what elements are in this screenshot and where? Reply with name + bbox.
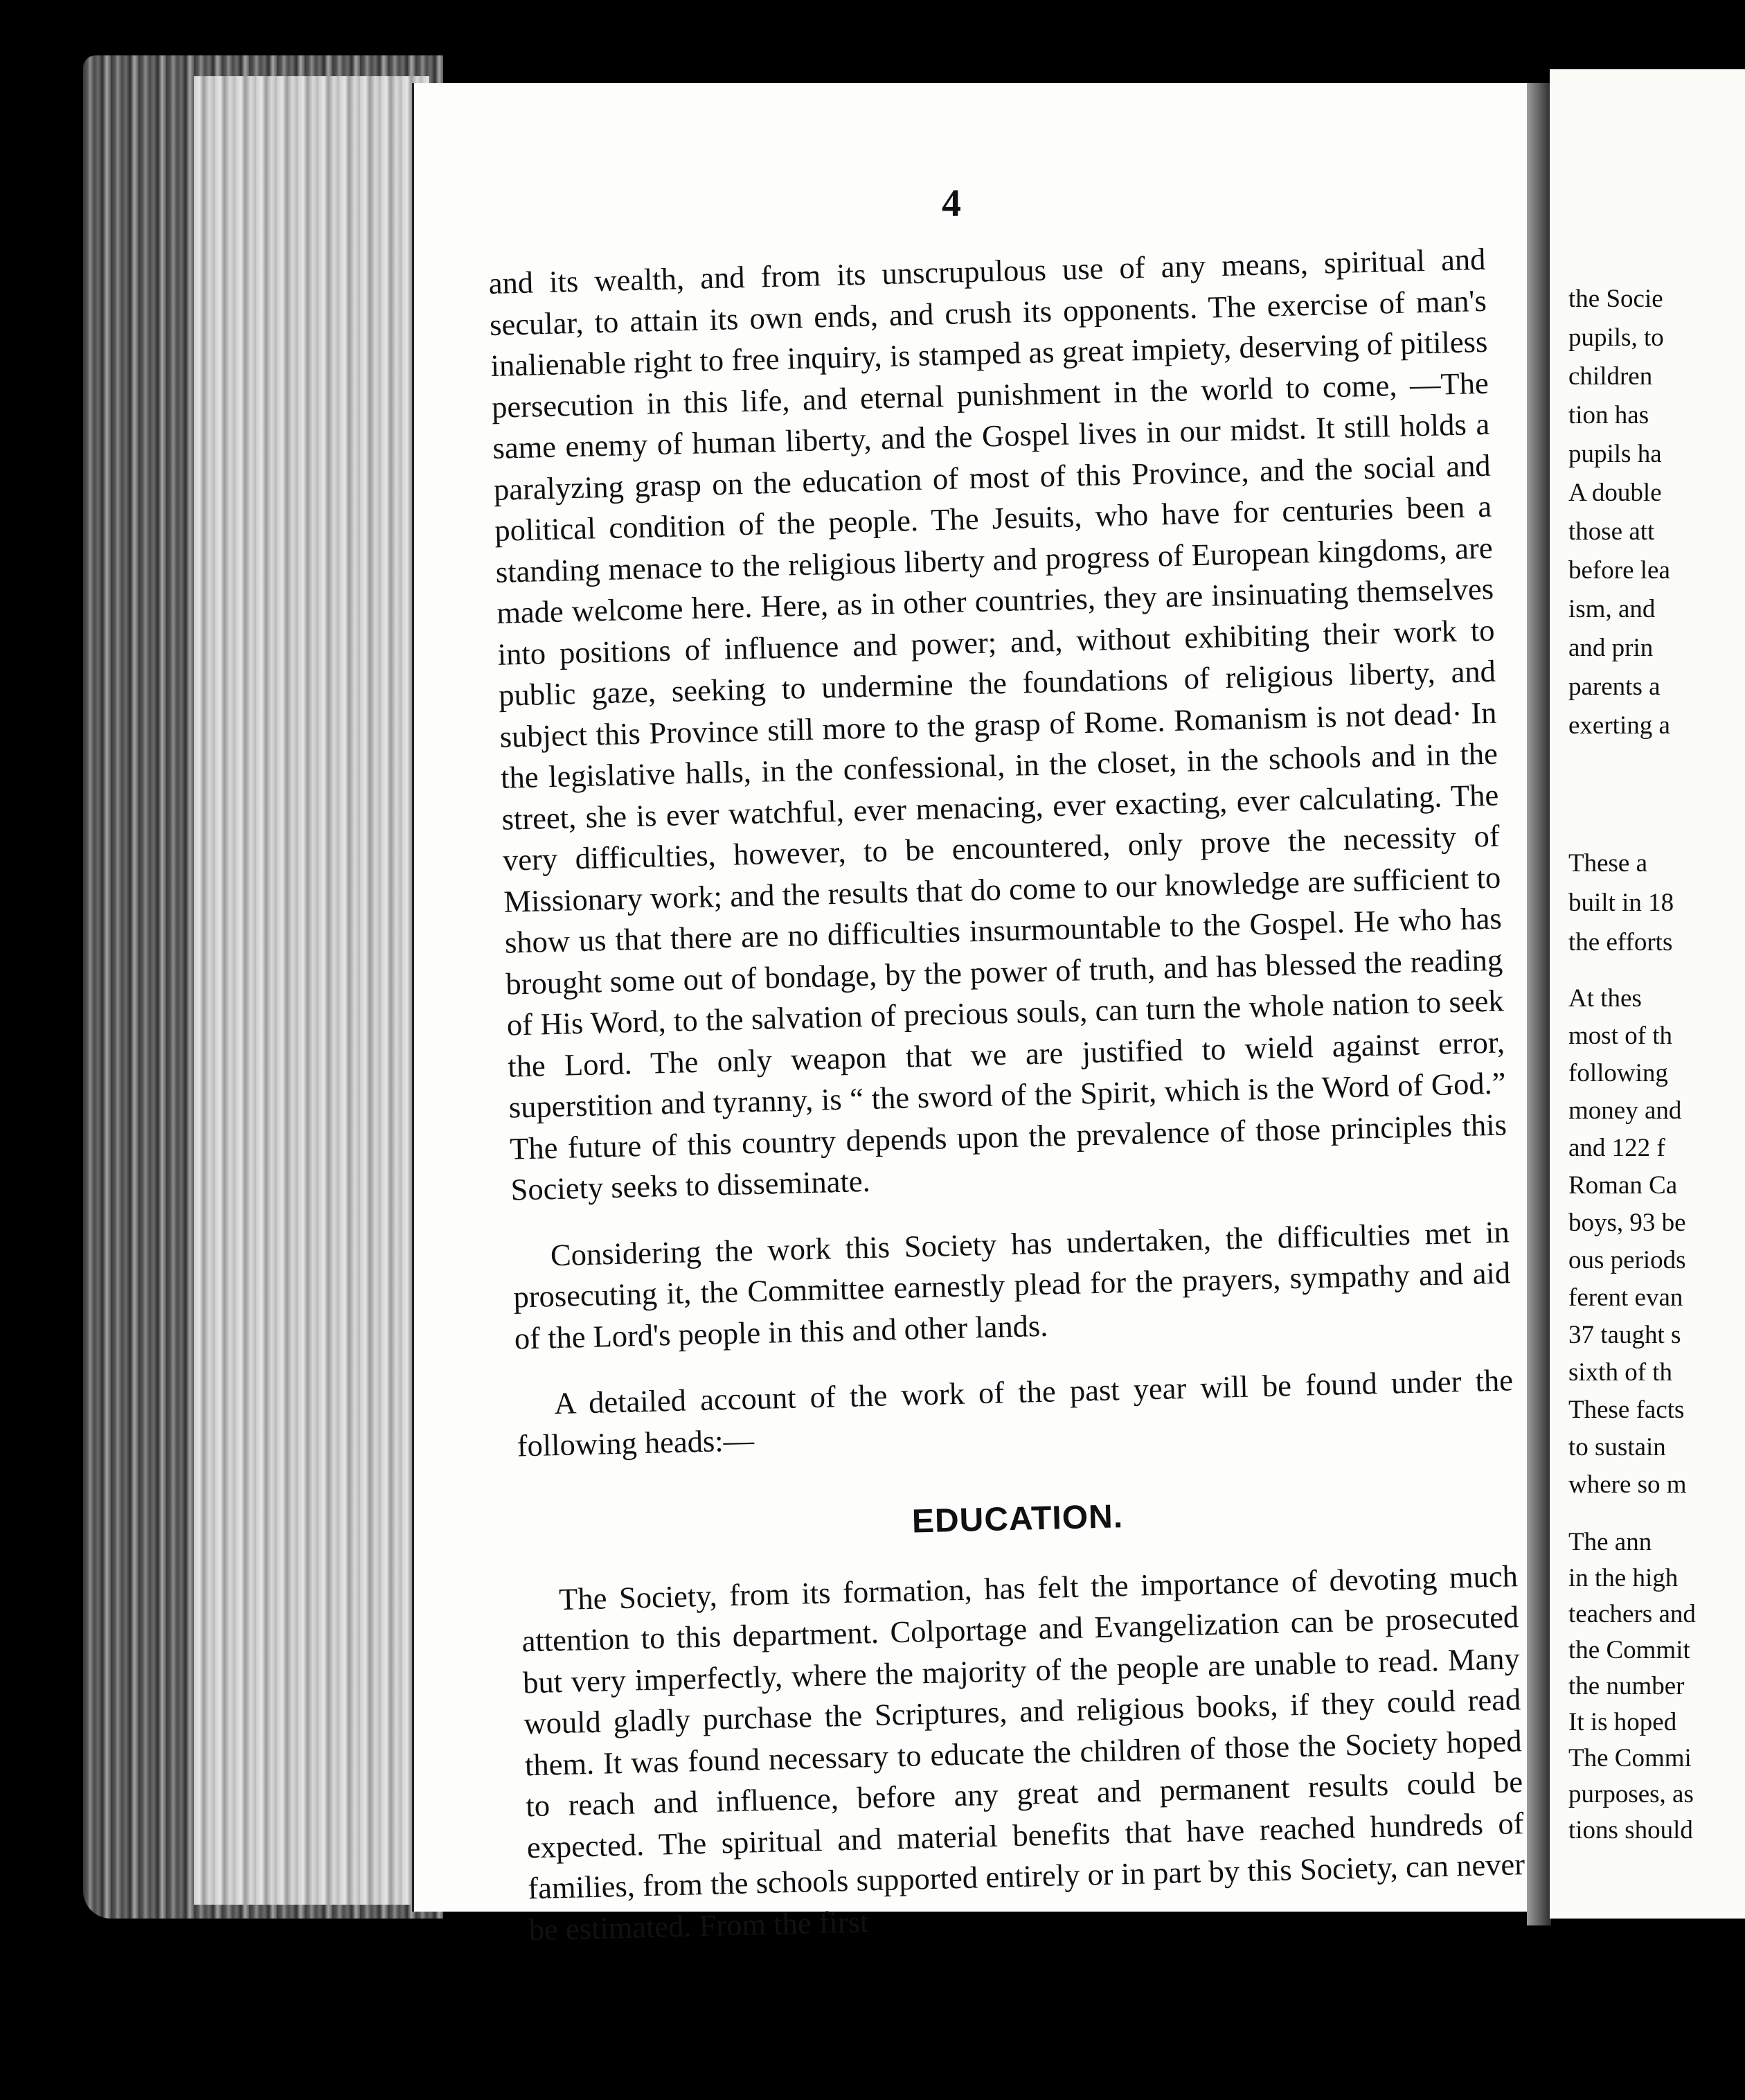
right-page-line: These facts <box>1568 1396 1685 1424</box>
right-page-line: and prin <box>1568 634 1654 662</box>
right-page-line: purposes, as <box>1568 1780 1694 1808</box>
right-page-line: pupils, to <box>1568 323 1664 352</box>
right-page-line: built in 18 <box>1568 889 1674 917</box>
right-page-line: the efforts <box>1568 928 1673 956</box>
right-page-line: boys, 93 be <box>1568 1209 1686 1237</box>
right-page-line: the Commit <box>1568 1636 1690 1664</box>
right-page-line: most of th <box>1568 1022 1673 1050</box>
right-page-line: It is hoped <box>1568 1708 1677 1736</box>
right-page-line: These a <box>1568 849 1648 878</box>
right-page-line: ferent evan <box>1568 1283 1683 1312</box>
right-page-line: before lea <box>1568 556 1670 585</box>
right-page-line: 37 taught s <box>1568 1321 1681 1349</box>
right-page-line: the number <box>1568 1672 1685 1700</box>
right-page-line: pupils ha <box>1568 440 1662 468</box>
right-page-line: parents a <box>1568 673 1661 701</box>
right-page-line: tions should <box>1568 1816 1693 1844</box>
right-page-line: sixth of th <box>1568 1358 1673 1387</box>
right-page-line: exerting a <box>1568 711 1670 740</box>
right-page-line: ous periods <box>1568 1246 1686 1274</box>
book-gutter <box>1527 83 1551 1925</box>
right-page-line: money and <box>1568 1096 1682 1125</box>
section-heading-education: EDUCATION. <box>911 1498 1124 1540</box>
book-page-edges-inner <box>194 76 429 1905</box>
right-page-line: following <box>1568 1059 1668 1087</box>
page-number: 4 <box>942 182 961 225</box>
right-page-line: and 122 f <box>1568 1134 1665 1162</box>
page-body <box>488 239 1526 1950</box>
paragraph-education: The Society, from its formation, has felt the importance of devoting much attention to this department. Colportage and Evangelization can be prosecuted but very imperfectly, where the majority of the people are unable to read. Many would gladly purchase the Scriptures, and religious books, if they could read them. It was found necessary to educate the children of those the Society hoped to reach and influence, before any great and permanent results could be expected. The spiritual and material benefits that have reached hundreds of families, from the schools supported entirely or in part by this Society, can never be estimated. From the first <box>521 1558 1525 1947</box>
right-page-line: teachers and <box>1568 1600 1696 1628</box>
right-page-line: The ann <box>1568 1528 1652 1556</box>
paragraph-considering: Considering the work this Society has undertaken, the difficulties met in prosecuting it, the Committee earnestly plead for the prayers, sympathy and aid of the Lord's people in this and other lands. <box>512 1213 1511 1356</box>
paragraph-detailed-account: A detailed account of the work of the past year will be found under the following heads:— <box>517 1362 1514 1463</box>
right-page-line: The Commi <box>1568 1744 1692 1772</box>
right-page-line: the Socie <box>1568 285 1663 313</box>
right-page-line: tion has <box>1568 401 1649 429</box>
right-page-line: children <box>1568 362 1653 391</box>
right-page-line: Roman Ca <box>1568 1171 1678 1200</box>
right-page-line: A double <box>1568 479 1662 507</box>
right-page-line: where so m <box>1568 1470 1687 1499</box>
paragraph-intro: and its wealth, and from its unscrupulous use of any means, spiritual and secular, to attain its own ends, and crush its opponents. The exercise of man's inalienable right to free inquiry, is stamped as great impiety, deserving of pitiless persecution in this life, and eternal punishment in the world to come, —The same enemy of human liberty, and the Gospel lives in our midst. It still holds a paralyzing grasp on the education of most of this Province, and the social and political condition of the people. The Jesuits, who have for centuries been a standing menace to the religious liberty and progress of European kingdoms, are made welcome here. Here, as in other countries, they are insinuating themselves into positions of influence and power; and, without exhibiting their work to public gaze, seeking to undermine the foundations of religious liberty, and subject this Province still more to the grasp of Rome. Romanism is not dead· In the legislative halls, in the confessional, in the closet, in the schools and in the street, she is ever watchful, ever menacing, ever exacting, ever calculating. The very difficulties, however, to be encountered, only prove the necessity of Missionary work; and the results that do come to our knowledge are sufficient to show us that there are no difficulties insurmountable to the Gospel. He who has brought some out of bondage, by the power of truth, and has blessed the reading of His Word, to the salvation of precious souls, can turn the whole nation to seek the Lord. The only weapon that we are justified to wield against error, superstition and tyranny, is “ the sword of the Spirit, which is the Word of God.” The future of this country depends upon the prevalence of those principles this Society seeks to disseminate. <box>488 241 1507 1207</box>
right-page-line: in the high <box>1568 1564 1679 1592</box>
right-page-line: ism, and <box>1568 595 1656 623</box>
right-page-line: At thes <box>1568 984 1642 1013</box>
right-page-line: those att <box>1568 517 1655 546</box>
right-page-line: to sustain <box>1568 1433 1666 1461</box>
